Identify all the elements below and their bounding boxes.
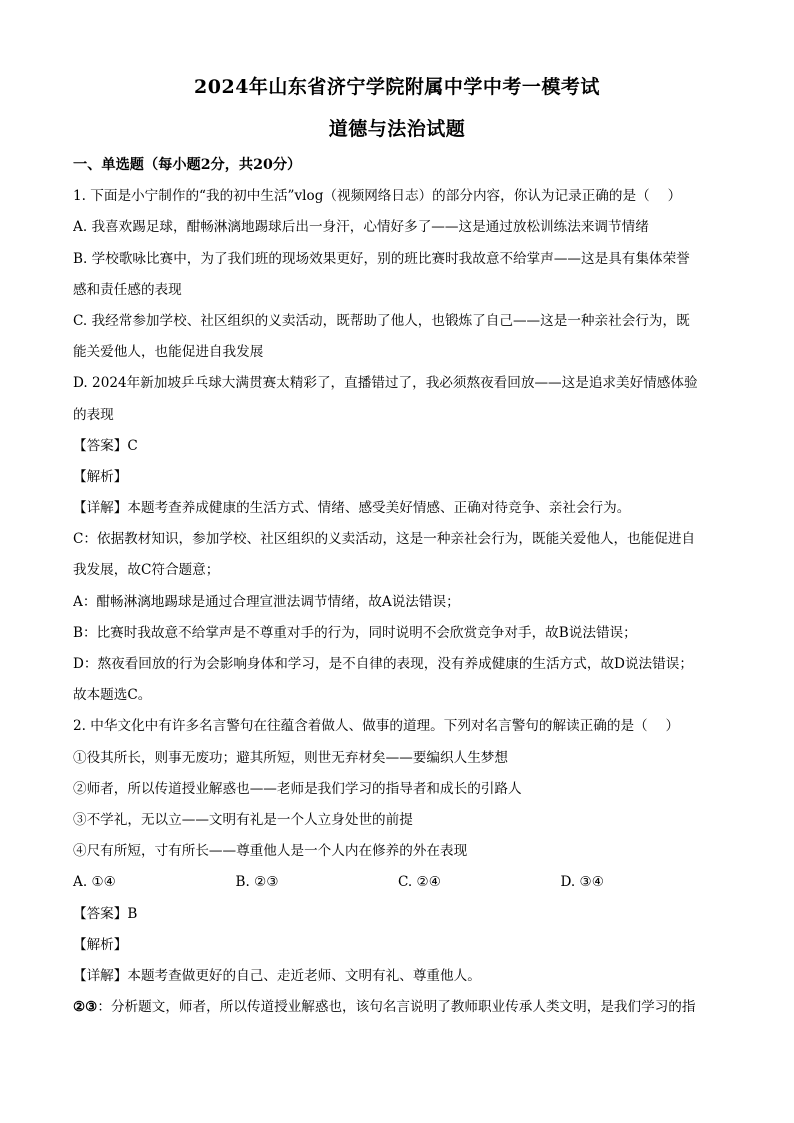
question-2-stem: 2. 中华文化中有许多名言警句在往蕴含着做人、做事的道理。下列对名言警句的解读正确的是（ ） — [73, 718, 680, 735]
question-1-explanation-d: D：熬夜看回放的行为会影响身体和学习，是不自律的表现，没有养成健康的生活方式，故D说法错误； — [73, 656, 693, 672]
question-1-analysis-label: 【解析】 — [73, 468, 128, 485]
question-1-answer — [73, 431, 723, 462]
detail-label: 【详解】 — [73, 500, 128, 517]
question-1-explanation-c-line1: C：依据教材知识，参加学校、社区组织的义卖活动，这是一种亲社会行为，既能关爱他人，也能促进自 — [73, 531, 696, 548]
question-1-option-c-line1: C. 我经常参加学校、社区组织的义卖活动，既帮助了他人，也锻炼了自己——这是一种亲社会行为，既 — [73, 312, 690, 329]
question-1-stem: 1. 下面是小宁制作的“我的初中生活”vlog（视频网络日志）的部分内容，你认为记录正确的是（ ） — [73, 188, 682, 205]
question-2-option-b: B. ②③ — [235, 874, 279, 891]
explanation-bold-marker: ②③ — [73, 999, 98, 1016]
question-1-conclusion: 故本题选C。 — [73, 687, 152, 704]
question-2-analysis-label: 【解析】 — [73, 936, 128, 953]
question-1-option-d-line1: D. 2024年新加坡乒乓球大满贯赛太精彩了，直播错过了，我必须熬夜看回放——这是追求美好情感体验 — [73, 375, 698, 392]
question-2-answer — [73, 899, 723, 930]
exam-title: 2024年山东省济宁学院附属中学中考一模考试 — [194, 76, 600, 98]
question-2-option-a: A. ①④ — [73, 874, 116, 891]
detail-label: 【详解】 — [73, 967, 128, 984]
question-2-explanation — [73, 992, 723, 1023]
detail-text: 本题考查养成健康的生活方式、情绪、感受美好情感、正确对待竞争、亲社会行为。 — [127, 500, 631, 517]
question-1-option-c-line2: 能关爱他人，也能促进自我发展 — [73, 344, 264, 361]
question-2-statement-4: ④尺有所短，寸有所长——尊重他人是一个人内在修养的外在表现 — [73, 843, 468, 860]
question-2-statement-3: ③不学礼，无以立——文明有礼是一个人立身处世的前提 — [73, 811, 413, 828]
question-1-option-b-line1: B. 学校歌咏比赛中，为了我们班的现场效果更好，别的班比赛时我故意不给掌声——这是具有集体荣誉 — [73, 250, 690, 267]
question-1-option-d-line2: 的表现 — [73, 406, 114, 423]
explanation-text: ：分析题文，师者，所以传道授业解惑也，该句名言说明了教师职业传承人类文明，是我们学习的指 — [97, 999, 696, 1016]
document-body — [73, 150, 723, 1023]
question-1-detail — [73, 493, 723, 524]
question-2-option-d: D. ③④ — [560, 874, 604, 891]
detail-text: 本题考查做更好的自己、走近老师、文明有礼、尊重他人。 — [127, 967, 481, 984]
question-2-detail — [73, 961, 723, 992]
question-1-explanation-c-line2: 我发展，故C符合题意； — [73, 562, 220, 579]
exam-subtitle: 道德与法治试题 — [328, 118, 466, 140]
answer-label: 【答案】 — [73, 905, 128, 922]
section-heading: 一、单选题（每小题2分，共20分） — [73, 157, 302, 173]
answer-label: 【答案】 — [73, 437, 128, 454]
question-2-option-c: C. ②④ — [398, 874, 441, 891]
question-1-explanation-a: A：酣畅淋漓地踢球是通过合理宣泄法调节情绪，故A说法错误； — [73, 593, 460, 610]
question-1-explanation-b: B：比赛时我故意不给掌声是不尊重对手的行为，同时说明不会欣赏竞争对手，故B说法错误； — [73, 624, 637, 641]
question-1-option-b-line2: 感和责任感的表现 — [73, 281, 182, 298]
question-2-statement-2: ②师者，所以传道授业解惑也——老师是我们学习的指导者和成长的引路人 — [73, 780, 522, 797]
answer-value: C — [127, 437, 138, 454]
question-1-option-a: A. 我喜欢踢足球，酣畅淋漓地踢球后出一身汗，心情好多了——这是通过放松训练法来调节情绪 — [73, 219, 649, 236]
answer-value: B — [127, 905, 138, 922]
question-2-statement-1: ①役其所长，则事无废功；避其所短，则世无弃材矣——要编织人生梦想 — [73, 749, 508, 766]
question-2-options — [73, 867, 723, 898]
